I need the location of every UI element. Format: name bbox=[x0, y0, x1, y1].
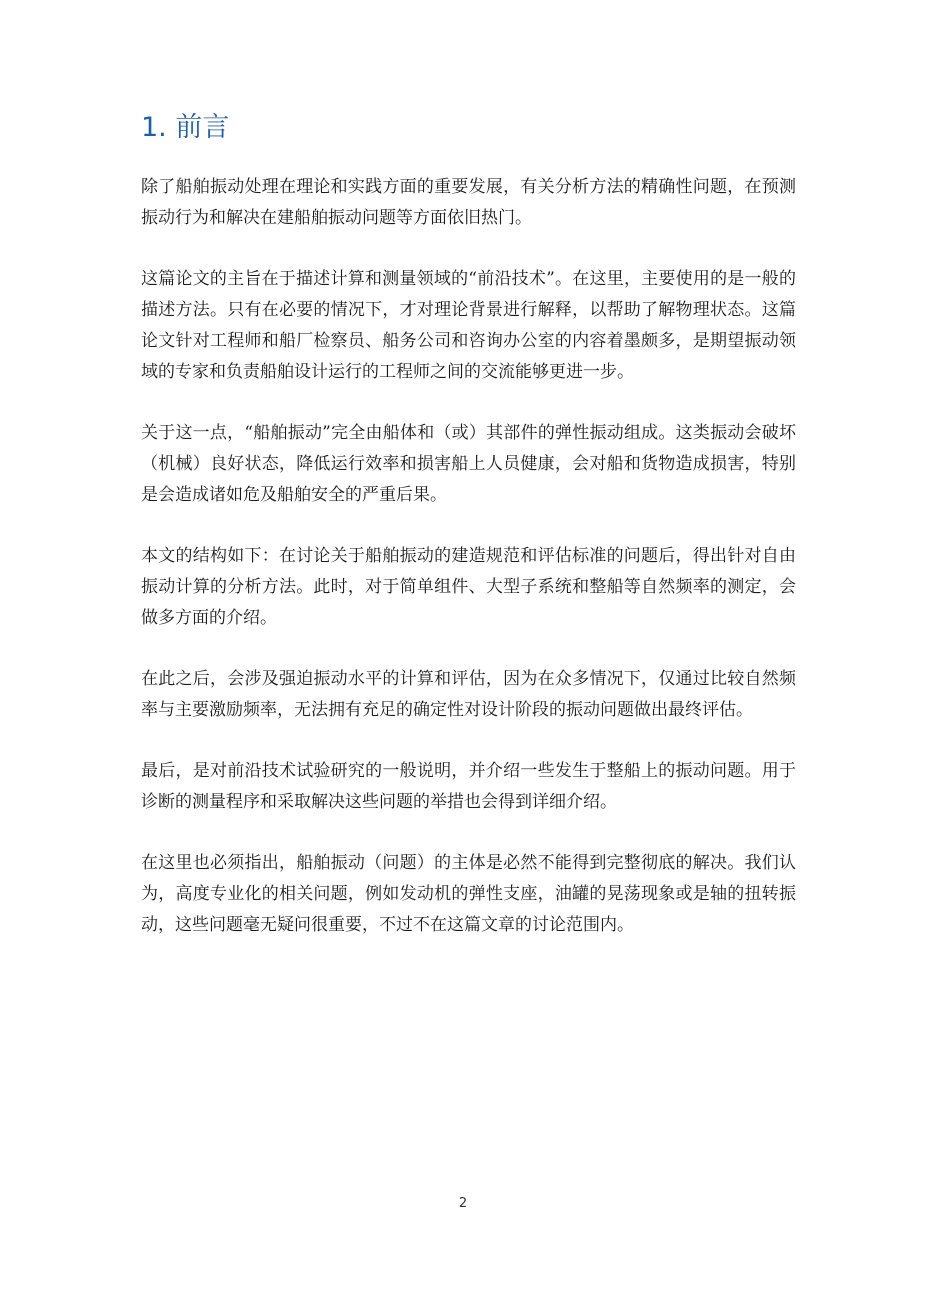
paragraph-1: 除了船舶振动处理在理论和实践方面的重要发展，有关分析方法的精确性问题，在预测振动行为和解决在建船舶振动问题等方面依旧热门。 bbox=[141, 177, 796, 228]
paragraph-4: 本文的结构如下：在讨论关于船舶振动的建造规范和评估标准的问题后，得出针对自由振动计算的分析方法。此时，对于简单组件、大型子系统和整船等自然频率的测定，会做多方面的介绍。 bbox=[141, 546, 796, 628]
paragraph-5: 在此之后，会涉及强迫振动水平的计算和评估，因为在众多情况下，仅通过比较自然频率与主要激励频率，无法拥有充足的确定性对设计阶段的振动问题做出最终评估。 bbox=[141, 669, 796, 720]
paragraph-6: 最后，是对前沿技术试验研究的一般说明，并介绍一些发生于整船上的振动问题。用于诊断的测量程序和采取解决这些问题的举措也会得到详细介绍。 bbox=[141, 761, 796, 812]
paragraph-3: 关于这一点，“船舶振动”完全由船体和（或）其部件的弹性振动组成。这类振动会破坏（机械）良好状态，降低运行效率和损害船上人员健康，会对船和货物造成损害，特别是会造成诸如危及船舶安全的严重后果。 bbox=[141, 423, 796, 505]
page-number: 2 bbox=[458, 1196, 468, 1211]
body-text bbox=[141, 172, 796, 971]
section-heading: 1. 前言 bbox=[141, 112, 230, 143]
paragraph-7: 在这里也必须指出，船舶振动（问题）的主体是必然不能得到完整彻底的解决。我们认为，高度专业化的相关问题，例如发动机的弹性支座，油罐的晃荡现象或是轴的扭转振动，这些问题毫无疑问很重要，不过不在这篇文章的讨论范围内。 bbox=[141, 853, 796, 935]
paragraph-2: 这篇论文的主旨在于描述计算和测量领域的“前沿技术”。在这里，主要使用的是一般的描述方法。只有在必要的情况下，才对理论背景进行解释，以帮助了解物理状态。这篇论文针对工程师和船厂检察员、船务公司和咨询办公室的内容着墨颇多，是期望振动领域的专家和负责船舶设计运行的工程师之间的交流能够更进一步。 bbox=[141, 269, 796, 382]
